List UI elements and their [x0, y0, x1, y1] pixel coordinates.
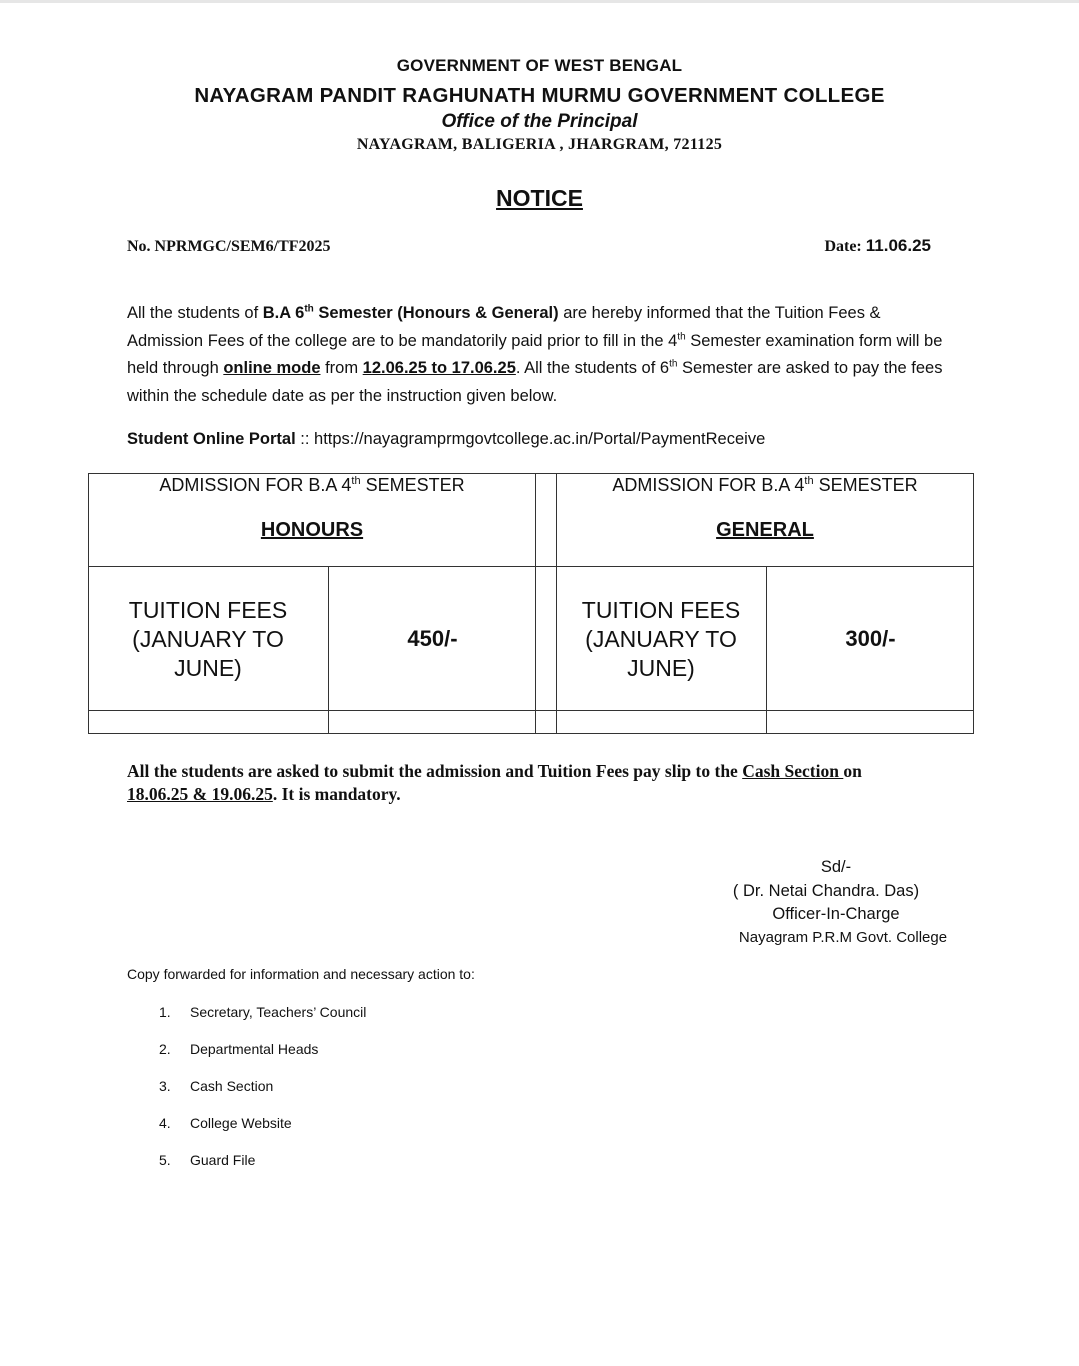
- notice-title-text: NOTICE: [496, 185, 583, 211]
- college-name: NAYAGRAM PANDIT RAGHUNATH MURMU GOVERNMENT COLLEGE: [194, 84, 885, 107]
- honours-heading: [88, 475, 536, 496]
- heading-text: ADMISSION FOR B.A 4: [612, 475, 805, 495]
- fee-line: (JANUARY TO: [585, 626, 737, 652]
- office-line: Office of the Principal: [441, 111, 638, 132]
- list-item-number: 5.: [159, 1152, 171, 1168]
- list-item-text: Departmental Heads: [190, 1041, 319, 1057]
- heading-text: ADMISSION FOR B.A 4: [159, 475, 352, 495]
- general-heading: [556, 475, 974, 496]
- government-heading: GOVERNMENT OF WEST BENGAL: [396, 56, 683, 75]
- notice-body: [127, 300, 957, 410]
- table-row-line: [88, 566, 974, 567]
- fee-line: (JANUARY TO: [132, 626, 284, 652]
- date-value: 11.06.25: [865, 236, 931, 255]
- fee-line: JUNE): [174, 655, 242, 681]
- body-online-mode: online mode: [223, 359, 321, 377]
- body-date-range: 12.06.25 to 17.06.25: [362, 359, 516, 377]
- signature-sd: Sd/-: [820, 858, 852, 876]
- body-text: are hereby informed that the Tuition Fees & Admission Fees of the college are to be mandatorily paid prior to fill in the 4: [127, 304, 881, 350]
- copy-forwarded-intro: Copy forwarded for information and necessary action to:: [127, 966, 475, 982]
- list-item-number: 2.: [159, 1041, 171, 1057]
- portal-separator: ::: [295, 430, 315, 448]
- body-sup: th: [677, 331, 686, 342]
- body-bold-class: [263, 304, 559, 322]
- body-text: Semester are asked to pay the fees within the schedule date as per the instruction given below.: [127, 359, 943, 405]
- submit-cash-section: Cash Section: [742, 761, 844, 781]
- list-item-text: Cash Section: [190, 1078, 274, 1094]
- body-text: . All the students of 6: [515, 359, 670, 377]
- list-item-number: 1.: [159, 1004, 171, 1020]
- heading-text: SEMESTER: [813, 475, 918, 495]
- heading-sup: th: [804, 475, 814, 487]
- general-subheading: GENERAL: [716, 519, 814, 541]
- list-item: [159, 1115, 559, 1135]
- signatory-designation: Officer-In-Charge: [772, 905, 900, 923]
- heading-text: SEMESTER: [360, 475, 465, 495]
- submit-text: on: [843, 761, 862, 781]
- portal-url[interactable]: https://nayagramprmgovtcollege.ac.in/Portal/PaymentReceive: [314, 430, 766, 448]
- honours-fee-label: [88, 596, 328, 683]
- portal-label: Student Online Portal: [127, 430, 296, 448]
- reference-number: No. NPRMGC/SEM6/TF2025: [127, 238, 331, 255]
- fee-line: TUITION FEES: [581, 597, 741, 623]
- signatory-institution: Nayagram P.R.M Govt. College: [738, 929, 948, 946]
- list-item-text: Secretary, Teachers’ Council: [190, 1004, 367, 1020]
- honours-subheading: HONOURS: [260, 519, 364, 541]
- body-sup: th: [669, 358, 678, 370]
- general-fee-label: [556, 596, 766, 683]
- notice-title: [0, 185, 1079, 212]
- body-class: B.A 6: [262, 304, 305, 322]
- portal-line: [127, 430, 765, 449]
- body-text: from: [320, 359, 363, 377]
- list-item: [159, 1152, 559, 1172]
- list-item-text: College Website: [190, 1115, 292, 1131]
- list-item: [159, 1004, 559, 1024]
- submit-dates: 18.06.25 & 19.06.25: [127, 784, 273, 804]
- general-fee-amount: 300/-: [845, 626, 896, 651]
- copy-list: [159, 1004, 559, 1174]
- list-item: [159, 1041, 559, 1061]
- list-item-number: 4.: [159, 1115, 171, 1131]
- notice-date: [824, 236, 931, 256]
- heading-sup: th: [351, 475, 361, 487]
- list-item: [159, 1078, 559, 1098]
- list-item-text: Guard File: [190, 1152, 256, 1168]
- body-sup: th: [304, 303, 314, 315]
- body-semester: Semester (Honours & General): [313, 304, 559, 322]
- signatory-name: ( Dr. Netai Chandra. Das): [732, 882, 920, 900]
- submission-instruction: [127, 760, 927, 806]
- body-text: All the students of: [127, 304, 263, 322]
- date-label: Date:: [824, 238, 866, 255]
- page-top-border: [0, 0, 1079, 3]
- fee-line: TUITION FEES: [128, 597, 288, 623]
- list-item-number: 3.: [159, 1078, 171, 1094]
- fee-line: JUNE): [627, 655, 695, 681]
- table-col-line: [535, 473, 536, 733]
- college-address: NAYAGRAM, BALIGERIA , JHARGRAM, 721125: [356, 136, 723, 153]
- submit-text: . It is mandatory.: [272, 784, 401, 804]
- submit-text: All the students are asked to submit the admission and Tuition Fees pay slip to the: [127, 761, 743, 781]
- honours-fee-amount: 450/-: [407, 626, 458, 651]
- body-text: Semester examination form will be held through: [127, 331, 943, 377]
- table-row-line: [88, 710, 974, 711]
